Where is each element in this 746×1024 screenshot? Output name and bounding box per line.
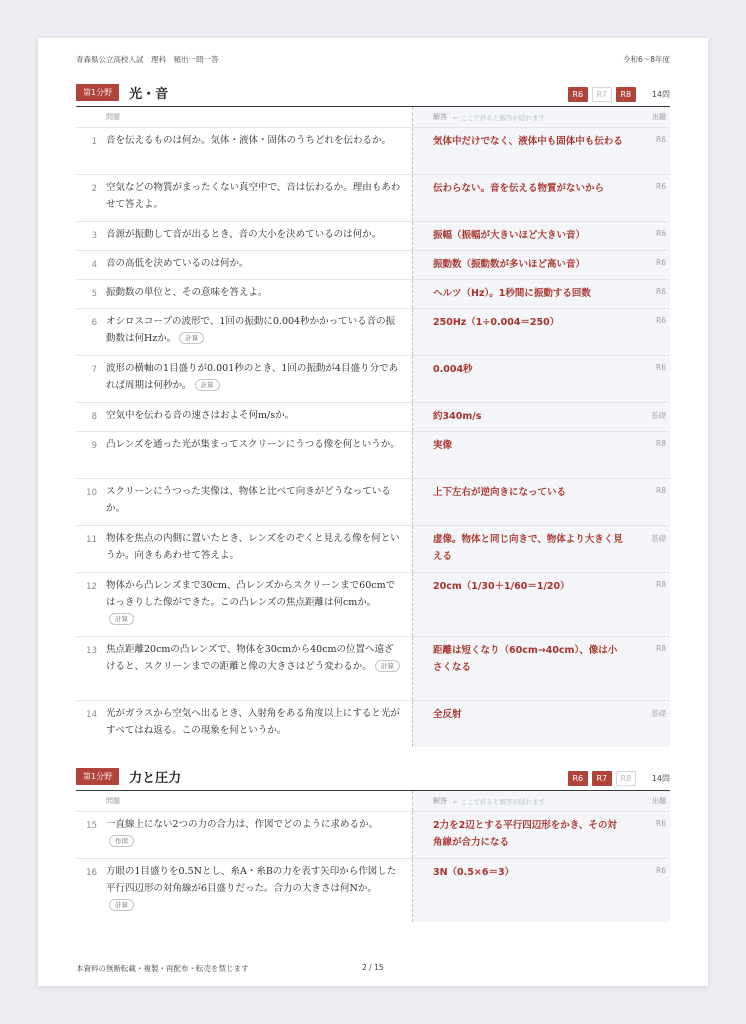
question-number: 10 [86, 488, 97, 498]
year-badge-r8: R8 [616, 87, 636, 102]
question-text: オシロスコープの波形で、1回の振動に0.004秒かかっている音の振動数は何Hzか。 計算 [106, 316, 396, 344]
calc-tag: 計算 [109, 899, 134, 911]
section-header [76, 84, 670, 107]
calc-tag: 計算 [109, 613, 134, 625]
column-answer [412, 107, 638, 127]
question-text: 物体を焦点の内側に置いたとき、レンズをのぞくと見える像を何というか。向きもあわせて答えよ。 [106, 533, 400, 561]
question-number: 13 [86, 646, 97, 656]
source-label: 基礎 [638, 526, 670, 572]
answer-text: 気体中だけでなく、液体中も固体中も伝わる [412, 128, 638, 174]
question-number: 16 [86, 868, 97, 878]
year-badge-r8: R8 [616, 771, 636, 786]
answer-text: 0.004秒 [412, 356, 638, 402]
source-label: R6 [638, 251, 670, 279]
calc-tag: 計算 [375, 660, 400, 672]
field-badge: 第1分野 [76, 768, 119, 785]
question-text: 物体から凸レンズまで30cm、凸レンズからスクリーンまで60cmではっきりした像ができた。この凸レンズの焦点距離は何cmか。計算 [106, 580, 396, 623]
section-header [76, 768, 670, 791]
answer-text: 虚像。物体と同じ向きで、物体より大きく見える [412, 526, 638, 572]
column-answer [412, 791, 638, 811]
question-text: 空気などの物質がまったくない真空中で、音は伝わるか。理由もあわせて答えよ。 [106, 182, 401, 210]
field-badge: 第1分野 [76, 84, 119, 101]
question-row [76, 127, 670, 174]
answer-text: 3N（0.5×6＝3） [412, 859, 638, 922]
question-text: 焦点距離20cmの凸レンズで、物体を30cmから40cmの位置へ遠ざけると、スクリーンまでの距離と像の大きさはどう変わるか。 計算 [106, 637, 412, 700]
question-text: 光がガラスから空気へ出るとき、入射角をある角度以上にすると光がすべてはね返る。この現象を何というか。 [106, 708, 400, 736]
source-label: R6 [638, 356, 670, 402]
source-label: 基礎 [638, 701, 670, 747]
question-number: 2 [91, 184, 97, 194]
question-text: 一直線上にない2つの力の合力は、作図でどのように求めるか。作図 [106, 819, 379, 845]
question-number: 11 [86, 535, 97, 545]
question-rows [76, 127, 670, 747]
source-label: R6 [638, 859, 670, 922]
answer-text: 上下左右が逆向きになっている [412, 479, 638, 525]
header-years: 令和6～8年度 [622, 55, 670, 64]
question-number: 6 [91, 318, 97, 328]
question-number: 8 [91, 412, 97, 422]
year-badge-r7: R7 [592, 87, 612, 102]
question-number: 1 [91, 137, 97, 147]
source-label: R8 [638, 432, 670, 478]
calc-tag: 計算 [195, 379, 220, 391]
column-question: 問題 [106, 797, 120, 805]
section-title: 力と圧力 [129, 771, 182, 786]
section-force-pressure [76, 768, 670, 922]
question-row [76, 355, 670, 402]
source-label: R6 [638, 812, 670, 858]
column-question: 問題 [106, 113, 120, 121]
source-label: R6 [638, 175, 670, 221]
answer-text: 距離は短くなり（60cm→40cm）、像は小さくなる [412, 637, 638, 700]
question-row [76, 431, 670, 478]
source-label: R6 [638, 309, 670, 355]
fold-hint: ← ここで折ると解答が隠れます [453, 797, 546, 806]
year-badge-r6: R6 [568, 771, 588, 786]
question-row [76, 174, 670, 221]
question-row [76, 221, 670, 250]
question-row [76, 279, 670, 308]
question-text: 波形の横軸の1目盛りが0.001秒のとき、1回の振動が4目盛り分であれば周期は何秒か。 計算 [106, 363, 398, 391]
column-answer-label: 解答 [433, 797, 447, 805]
question-number: 15 [86, 821, 97, 831]
answer-text: ヘルツ（Hz）。1秒間に振動する回数 [412, 280, 638, 308]
question-number: 9 [91, 441, 97, 451]
answer-text: 実像 [412, 432, 638, 478]
question-row [76, 250, 670, 279]
answer-text: 振幅（振幅が大きいほど大きい音） [412, 222, 638, 250]
answer-text: 伝わらない。音を伝える物質がないから [412, 175, 638, 221]
source-label: R8 [638, 479, 670, 525]
question-row [76, 811, 670, 858]
question-number: 7 [91, 365, 97, 375]
answer-text: 全反射 [412, 701, 638, 747]
source-label: R8 [638, 637, 670, 700]
source-label: 基礎 [638, 403, 670, 431]
page-footer [76, 963, 670, 974]
header-title: 青森県公立高校入試 理科 頻出一問一答 [76, 55, 219, 64]
question-row [76, 636, 670, 700]
column-answer-label: 解答 [433, 113, 447, 121]
question-text: スクリーンにうつった実像は、物体と比べて向きがどうなっているか。 [106, 486, 391, 514]
page-number: 2 / 15 [362, 963, 384, 972]
question-text: 凸レンズを通った光が集まってスクリーンにうつる像を何というか。 [106, 439, 400, 450]
source-label: R6 [638, 222, 670, 250]
question-row [76, 402, 670, 431]
question-row [76, 700, 670, 747]
section-title: 光・音 [129, 87, 169, 102]
document-page [38, 38, 708, 986]
source-label: R8 [638, 573, 670, 636]
question-number: 5 [91, 289, 97, 299]
copyright-notice: 本資料の無断転載・複製・再配布・転売を禁じます [76, 964, 249, 973]
question-row [76, 572, 670, 636]
question-row [76, 858, 670, 922]
question-row [76, 308, 670, 355]
column-header [76, 107, 670, 127]
question-text: 音の高低を決めているのは何か。 [106, 258, 249, 269]
year-badge-r6: R6 [568, 87, 588, 102]
source-label: R6 [638, 128, 670, 174]
question-row [76, 525, 670, 572]
question-rows [76, 811, 670, 922]
source-label: R6 [638, 280, 670, 308]
section-light-sound [76, 84, 670, 747]
question-number: 4 [91, 260, 97, 270]
question-count: 14問 [651, 774, 670, 783]
question-text: 音を伝えるものは何か。気体・液体・固体のうちどれを伝わるか。 [106, 135, 392, 146]
question-text: 振動数の単位と、その意味を答えよ。 [106, 287, 268, 298]
column-source: 出題 [638, 791, 670, 811]
calc-tag: 計算 [179, 332, 204, 344]
fold-hint: ← ここで折ると解答が隠れます [453, 113, 546, 122]
answer-text: 約340m/s [412, 403, 638, 431]
question-text: 音源が振動して音が出るとき、音の大小を決めているのは何か。 [106, 229, 382, 240]
answer-text: 2力を2辺とする平行四辺形をかき、その対角線が合力になる [412, 812, 638, 858]
answer-text: 振動数（振動数が多いほど高い音） [412, 251, 638, 279]
column-header [76, 791, 670, 811]
column-source: 出題 [638, 107, 670, 127]
question-row [76, 478, 670, 525]
answer-text: 20cm（1/30＋1/60＝1/20） [412, 573, 638, 636]
year-badge-r7: R7 [592, 771, 612, 786]
question-number: 3 [91, 231, 97, 241]
question-text: 空気中を伝わる音の速さはおよそ何m/sか。 [106, 410, 295, 421]
question-number: 14 [86, 710, 97, 720]
diagram-tag: 作図 [109, 835, 134, 847]
question-count: 14問 [651, 90, 670, 99]
page-header [76, 54, 670, 66]
question-text: 方眼の1目盛りを0.5Nとし、糸A・糸Bの力を表す矢印から作図した平行四辺形の対角線が6目盛りだった。合力の大きさは何Nか。計算 [106, 866, 397, 909]
question-number: 12 [86, 582, 97, 592]
answer-text: 250Hz（1÷0.004＝250） [412, 309, 638, 355]
